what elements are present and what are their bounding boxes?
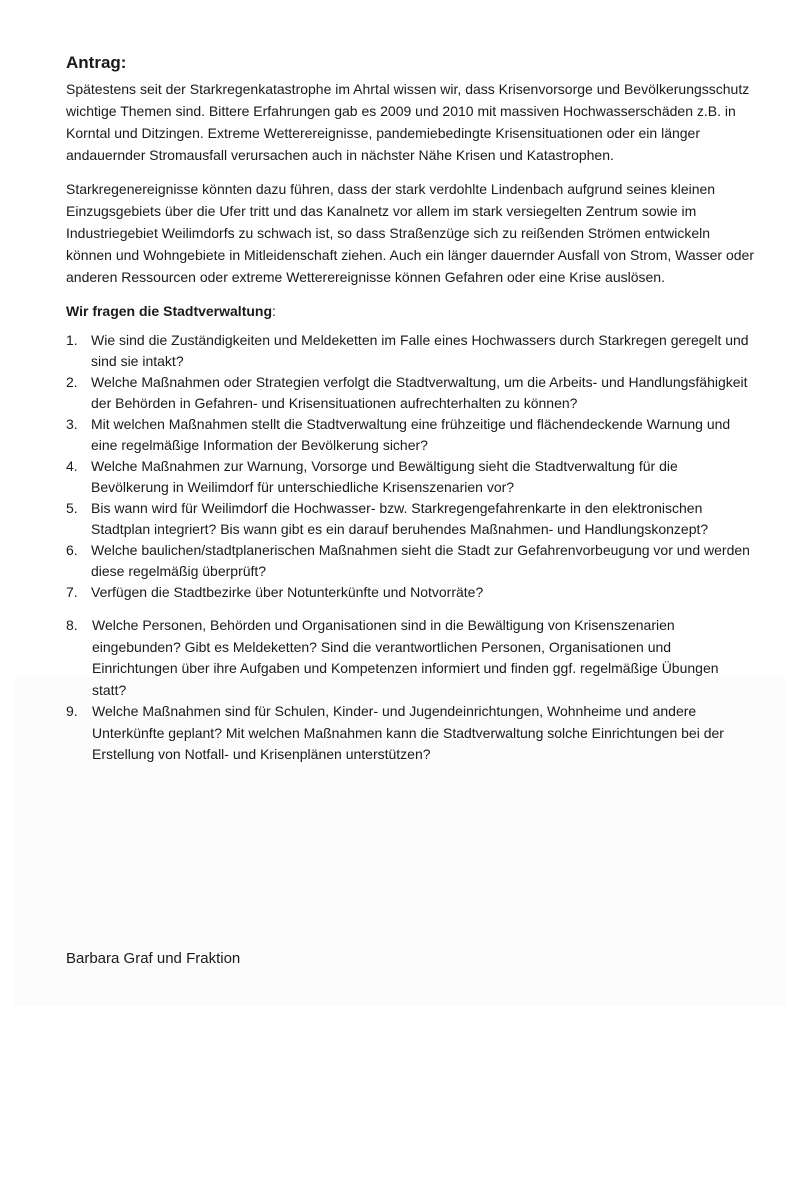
question-item xyxy=(66,330,756,372)
question-text: Bis wann wird für Weilimdorf die Hochwasser- bzw. Starkregengefahrenkarte in den elektronischen Stadtplan integriert? Bis wann gibt es ein darauf beruhendes Maßnahmen- und Handlungskonzept? xyxy=(91,500,709,537)
question-intro-bold: Wir fragen die Stadtverwaltung xyxy=(66,303,273,319)
question-text: Welche Maßnahmen sind für Schulen, Kinder- und Jugendeinrichtungen, Wohnheime und andere Unterkünfte geplant? Mit welchen Maßnahmen kann die Stadtverwaltung solche Einrichtungen bei der Erstellung von Notfall- und Krisenplänen unterstützen? xyxy=(92,703,724,762)
document-body xyxy=(66,52,756,766)
document-heading: Antrag: xyxy=(66,53,127,72)
question-number: 2. xyxy=(66,374,78,390)
question-number: 6. xyxy=(66,542,78,558)
question-item xyxy=(66,701,756,766)
question-item xyxy=(66,456,756,498)
question-item xyxy=(66,540,756,582)
question-text: Welche Maßnahmen zur Warnung, Vorsorge und Bewältigung sieht die Stadtverwaltung für die Bevölkerung in Weilimdorf für unterschiedliche Krisenszenarien vor? xyxy=(91,458,678,495)
question-text: Mit welchen Maßnahmen stellt die Stadtverwaltung eine frühzeitige und flächendeckende Warnung und eine regelmäßige Information der Bevölkerung sicher? xyxy=(91,416,731,453)
question-text: Wie sind die Zuständigkeiten und Meldeketten im Falle eines Hochwassers durch Starkregen geregelt und sind sie intakt? xyxy=(91,332,749,369)
question-number: 4. xyxy=(66,458,78,474)
question-number: 7. xyxy=(66,584,78,600)
question-text: Welche Maßnahmen oder Strategien verfolgt die Stadtverwaltung, um die Arbeits- und Handlungsfähigkeit der Behörden in Gefahren- und Krisensituationen aufrechterhalten zu können? xyxy=(91,374,748,411)
question-text: Welche baulichen/stadtplanerischen Maßnahmen sieht die Stadt zur Gefahrenvorbeugung vor und werden diese regelmäßig überprüft? xyxy=(91,542,750,579)
risk-paragraph: Starkregenereignisse könnten dazu führen, dass der stark verdohlte Lindenbach aufgrund seines kleinen Einzugsgebiets über die Ufer tritt und das Kanalnetz vor allem im stark versiegelten Zentrum sowie im Industriegebiet Weilimdorfs zu schwach ist, so dass Straßenzüge sich zu reißenden Strömen entwickeln können und Wohngebiete in Mitleidenschaft ziehen. Auch ein länger dauernder Ausfall von Strom, Wasser oder anderen Ressourcen oder extreme Wetterereignisse können Gefahren oder eine Krise auslösen. xyxy=(66,181,754,285)
intro-paragraph: Spätestens seit der Starkregenkatastrophe im Ahrtal wissen wir, dass Krisenvorsorge und Bevölkerungsschutz wichtige Themen sind. Bittere Erfahrungen gab es 2009 und 2010 mit massiven Hochwasserschäden z.B. in Korntal und Ditzingen. Extreme Wetterereignisse, pandemiebedingte Krisensituationen oder ein länger andauernder Stromausfall verursachen auch in nächster Nähe Krisen und Katastrophen. xyxy=(66,81,750,163)
question-number: 5. xyxy=(66,500,78,516)
question-number: 3. xyxy=(66,416,78,432)
question-item xyxy=(66,498,756,540)
question-item xyxy=(66,615,756,701)
question-list-continued xyxy=(66,615,756,766)
question-intro xyxy=(66,300,756,322)
question-text: Welche Personen, Behörden und Organisationen sind in die Bewältigung von Krisenszenarien eingebunden? Gibt es Meldeketten? Sind die verantwortlichen Personen, Organisationen und Einrichtungen über ihre Aufgaben und Kompetenzen informiert und finden ggf. regelmäßige Übungen statt? xyxy=(92,617,719,698)
question-text: Verfügen die Stadtbezirke über Notunterkünfte und Notvorräte? xyxy=(91,584,484,600)
question-item xyxy=(66,582,756,603)
question-number: 8. xyxy=(66,617,78,633)
question-item xyxy=(66,414,756,456)
question-list xyxy=(66,330,756,603)
question-item xyxy=(66,372,756,414)
question-number: 9. xyxy=(66,703,78,719)
question-intro-colon: : xyxy=(272,303,276,319)
signature-line: Barbara Graf und Fraktion xyxy=(66,950,241,967)
question-number: 1. xyxy=(66,332,78,348)
